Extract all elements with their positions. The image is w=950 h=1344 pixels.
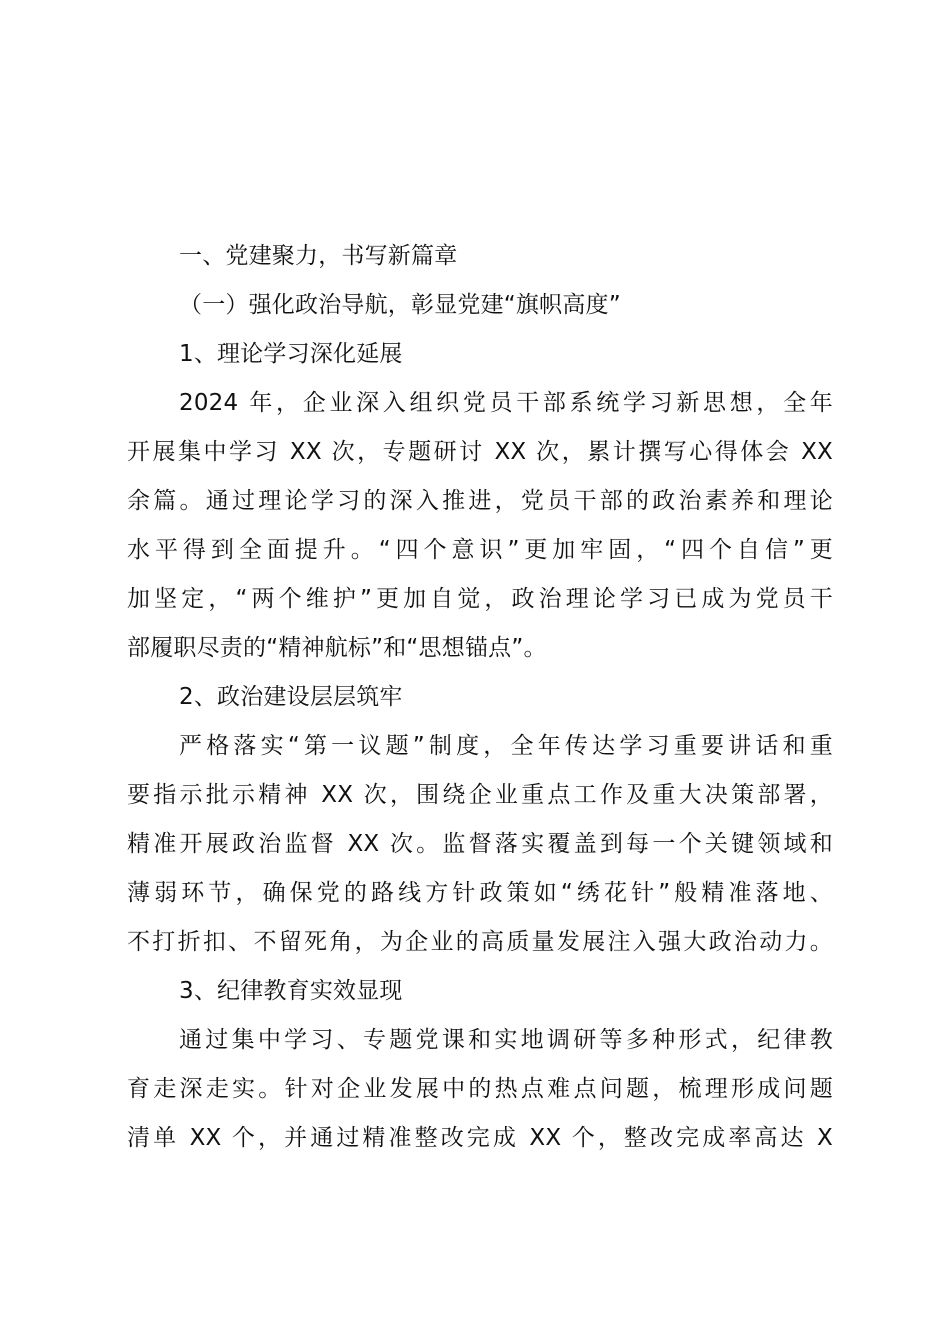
paragraph-line: 严格落实“第一议题”制度，全年传达学习重要讲话和重 <box>179 733 833 759</box>
paragraph-line: 余篇。通过理论学习的深入推进，党员干部的政治素养和理论 <box>127 488 833 514</box>
paragraph-line: 2024 年，企业深入组织党员干部系统学习新思想，全年 <box>179 390 833 416</box>
document-body <box>127 232 833 1163</box>
section-heading: 一、党建聚力，书写新篇章 <box>179 243 458 269</box>
paragraph-line: 水平得到全面提升。“四个意识”更加牢固，“四个自信”更 <box>127 537 833 563</box>
paragraph-line: 要指示批示精神 XX 次，围绕企业重点工作及重大决策部署， <box>127 782 833 808</box>
paragraph-line: 精准开展政治监督 XX 次。监督落实覆盖到每一个关键领域和 <box>127 831 833 857</box>
paragraph-line: 育走深走实。针对企业发展中的热点难点问题，梳理形成问题 <box>127 1076 833 1102</box>
item-title: 3、纪律教育实效显现 <box>179 978 403 1004</box>
paragraph-line: 通过集中学习、专题党课和实地调研等多种形式，纪律教 <box>179 1027 833 1053</box>
item-title: 1、理论学习深化延展 <box>179 341 403 367</box>
paragraph-line: 薄弱环节，确保党的路线方针政策如“绣花针”般精准落地、 <box>127 880 833 906</box>
paragraph-line: 清单 XX 个，并通过精准整改完成 XX 个，整改完成率高达 X <box>127 1125 833 1151</box>
paragraph-line: 不打折扣、不留死角，为企业的高质量发展注入强大政治动力。 <box>127 929 833 955</box>
paragraph-line: 部履职尽责的“精神航标”和“思想锚点”。 <box>127 635 547 661</box>
item-title: 2、政治建设层层筑牢 <box>179 684 403 710</box>
paragraph-line: 加坚定，“两个维护”更加自觉，政治理论学习已成为党员干 <box>127 586 833 612</box>
paragraph-line: 开展集中学习 XX 次，专题研讨 XX 次，累计撰写心得体会 XX <box>127 439 833 465</box>
subsection-heading: （一）强化政治导航，彰显党建“旗帜高度” <box>179 292 621 318</box>
